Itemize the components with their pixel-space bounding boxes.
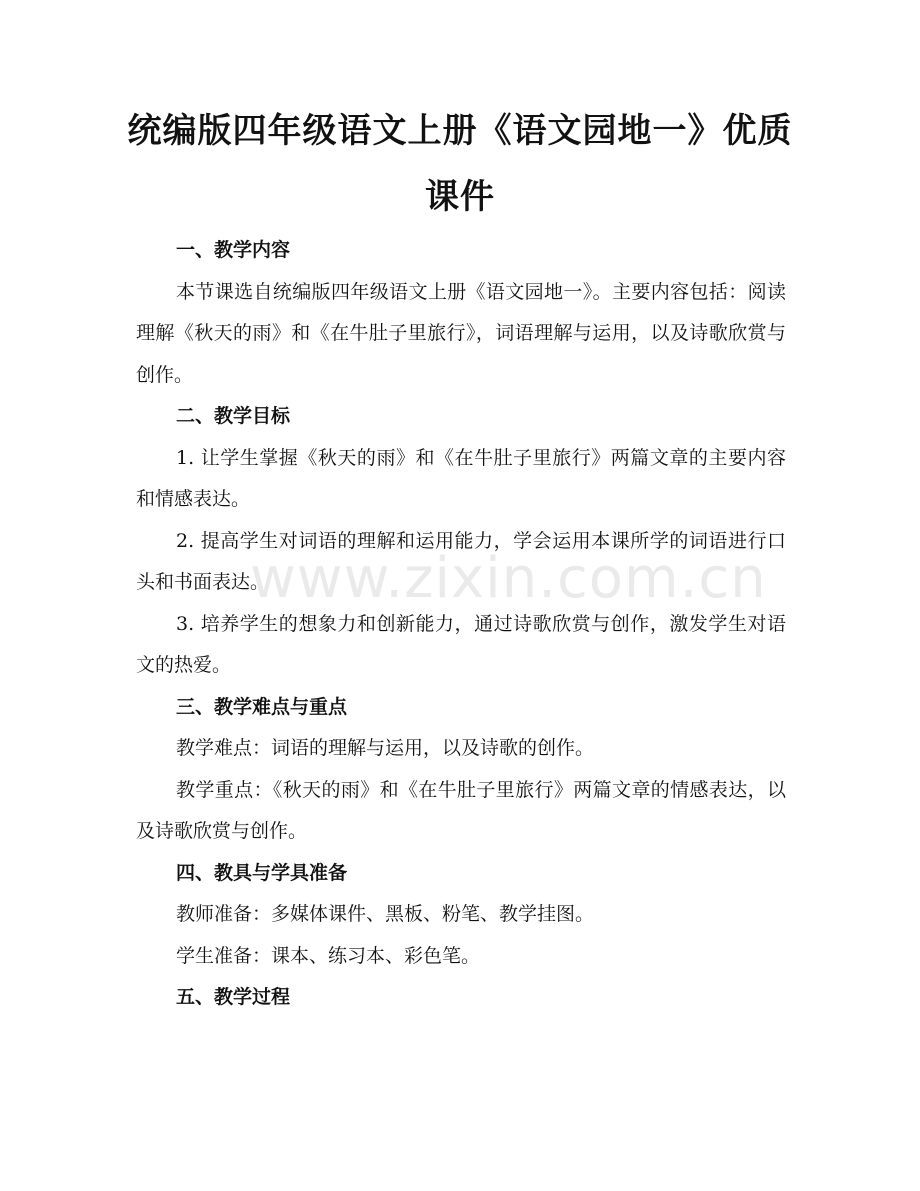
- title-line-2: 课件: [425, 177, 495, 217]
- title-line-1: 统编版四年级语文上册《语文园地一》优质: [127, 111, 793, 151]
- section-heading-process: 五、教学过程: [176, 986, 291, 1008]
- paragraph: 1. 让学生掌握《秋天的雨》和《在牛肚子里旅行》两篇文章的主要内容和情感表达。: [136, 446, 786, 510]
- document-title: [120, 98, 800, 230]
- paragraph: 学生准备：课本、练习本、彩色笔。: [176, 944, 481, 967]
- section-heading-materials: 四、教具与学具准备: [176, 861, 348, 884]
- section-heading-objectives: 二、教学目标: [176, 405, 291, 427]
- watermark: www.zixin.com.cn: [250, 546, 767, 611]
- paragraph: 3. 培养学生的想象力和创新能力，通过诗歌欣赏与创作，激发学生对语文的热爱。: [136, 612, 786, 676]
- section-heading-content: 一、教学内容: [176, 239, 291, 261]
- paragraph: 2. 提高学生对词语的理解和运用能力，学会运用本课所学的词语进行口头和书面表达。: [136, 529, 786, 593]
- document-body: [136, 230, 786, 1019]
- section-heading-key-points: 三、教学难点与重点: [176, 695, 348, 718]
- paragraph: 教学重点：《秋天的雨》和《在牛肚子里旅行》两篇文章的情感表达，以及诗歌欣赏与创作。: [136, 778, 786, 842]
- paragraph: 教学难点：词语的理解与运用，以及诗歌的创作。: [176, 737, 595, 759]
- paragraph: 本节课选自统编版四年级语文上册《语文园地一》。主要内容包括：阅读理解《秋天的雨》和《在牛肚子里旅行》，词语理解与运用，以及诗歌欣赏与创作。: [136, 280, 786, 386]
- paragraph: 教师准备：多媒体课件、黑板、粉笔、教学挂图。: [176, 903, 595, 925]
